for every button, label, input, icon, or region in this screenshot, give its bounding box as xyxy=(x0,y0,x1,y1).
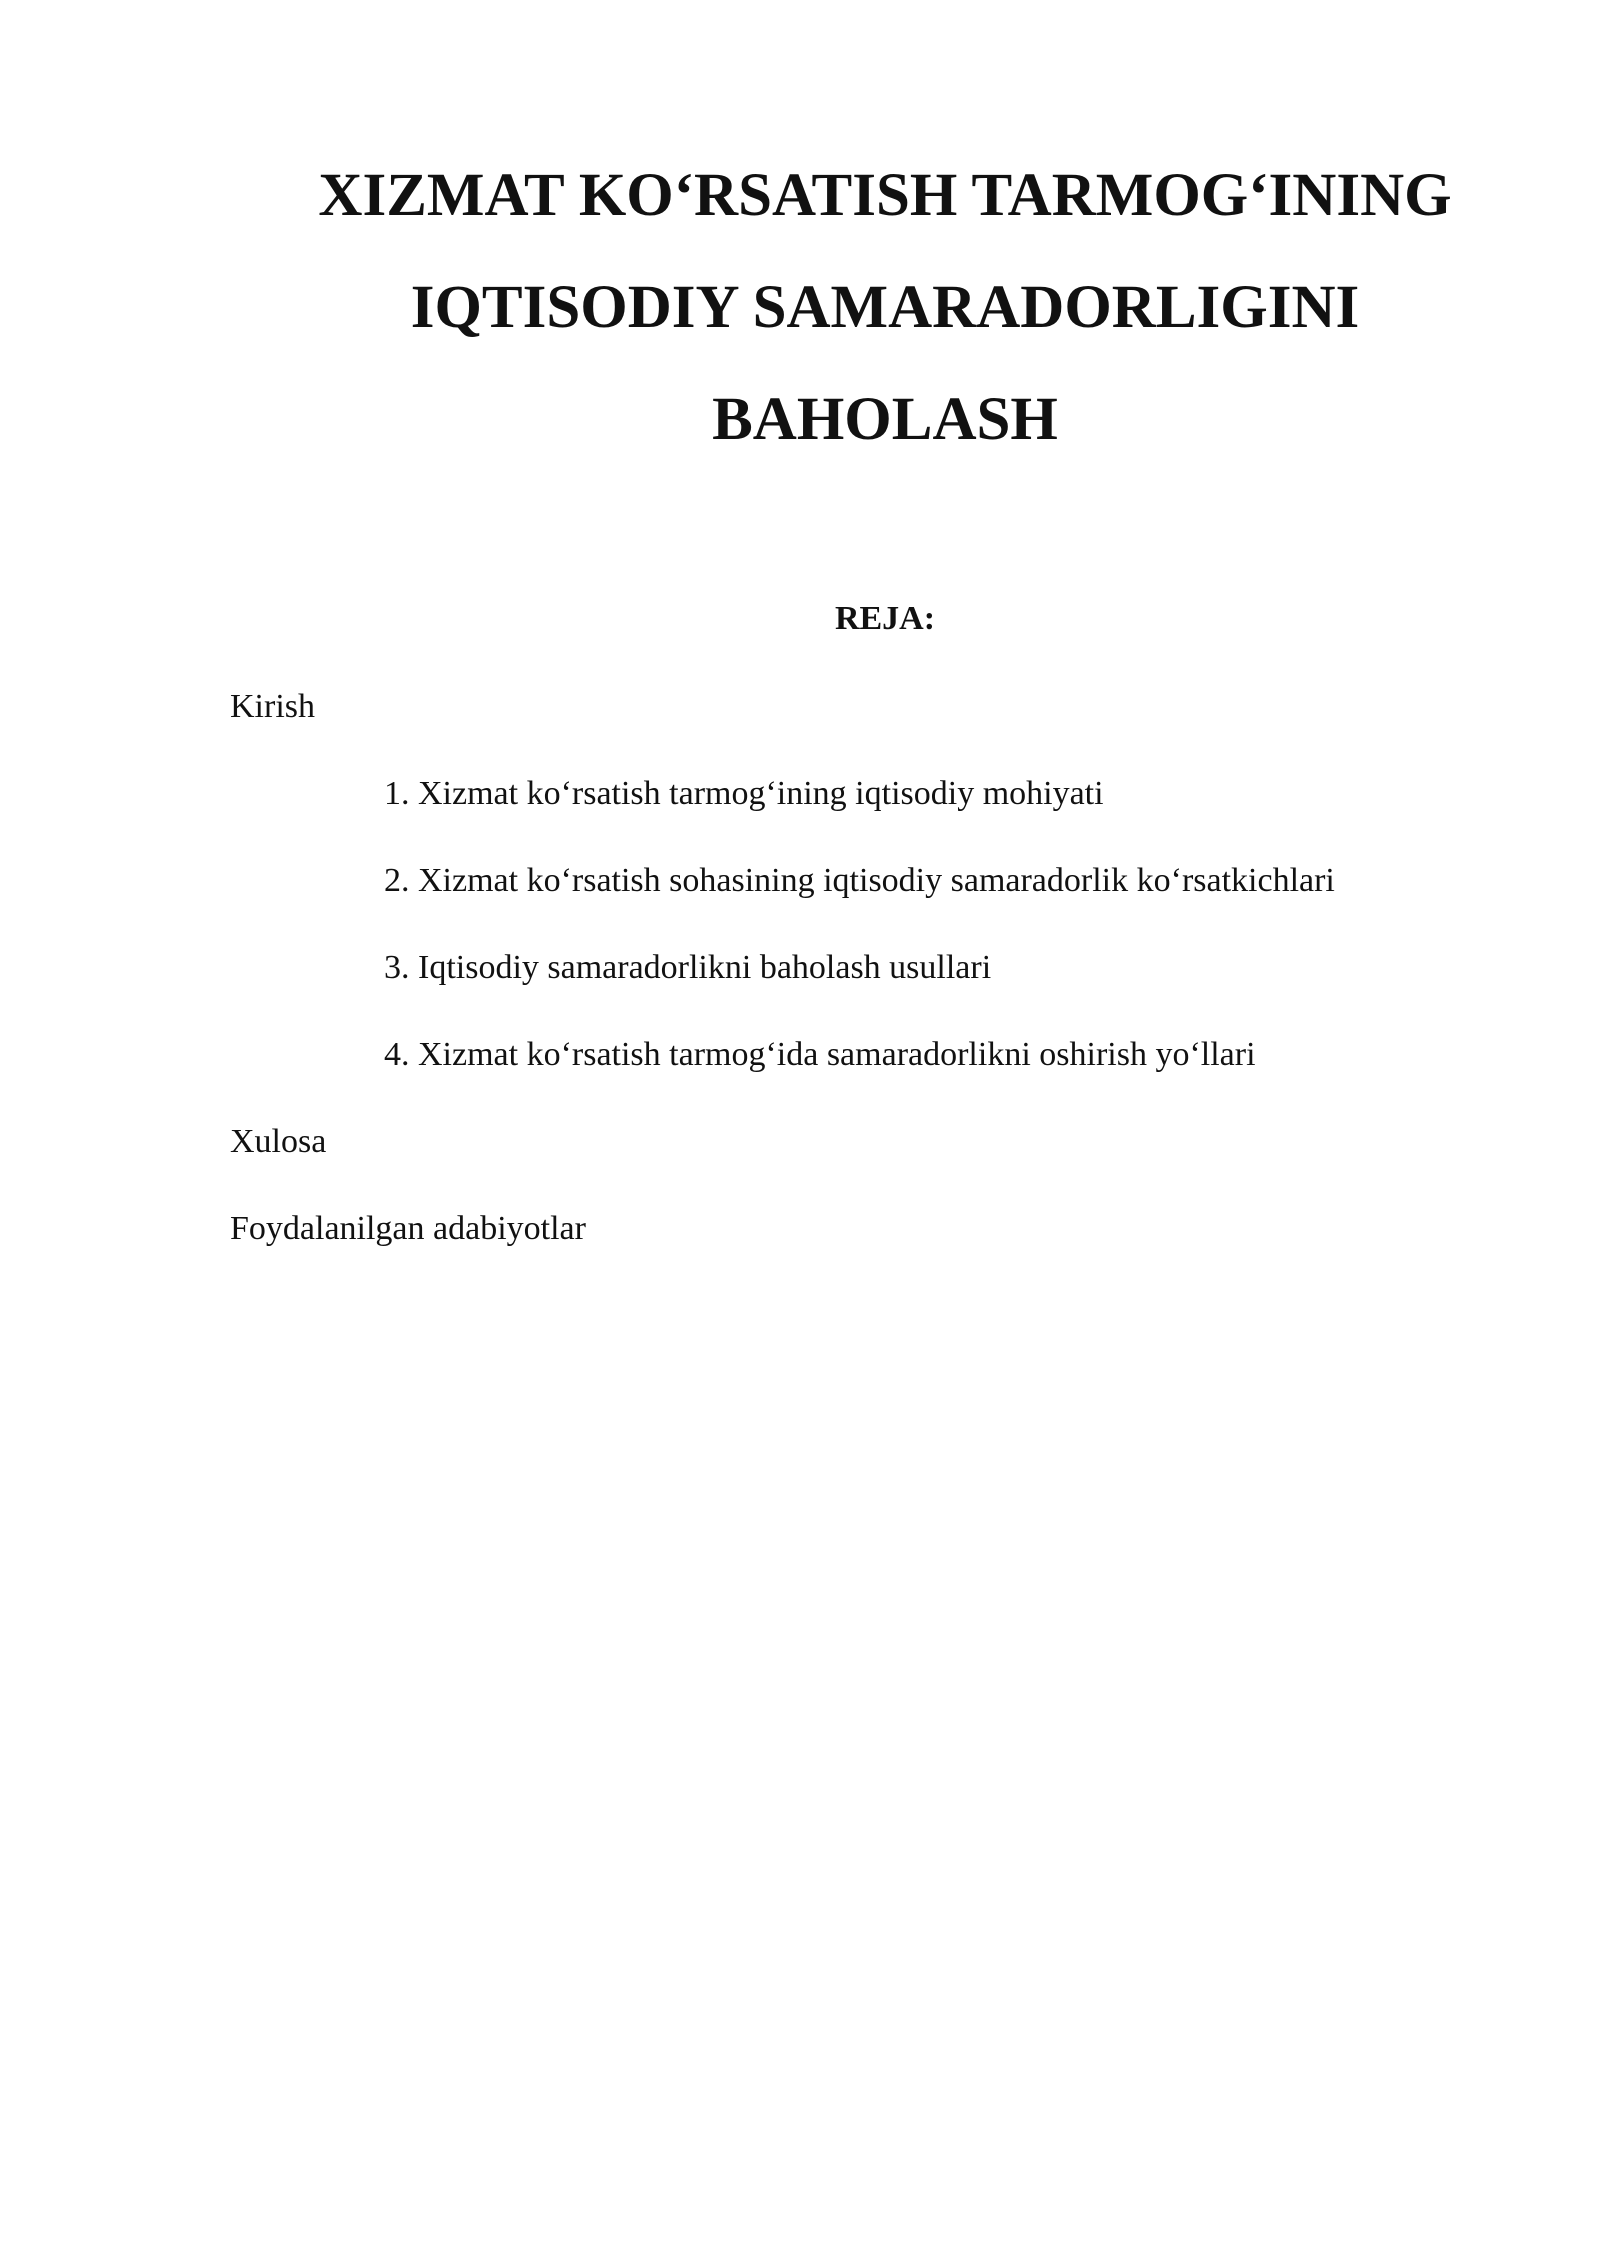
document-title xyxy=(230,140,1540,476)
plan-item-3: 3. Iqtisodiy samaradorlikni baholash usullari xyxy=(384,949,992,986)
conclusion-item: Xulosa xyxy=(230,1123,327,1160)
plan-item-1: 1. Xizmat ko‘rsatish tarmog‘ining iqtisodiy mohiyati xyxy=(384,775,1104,812)
title-line-2: IQTISODIY SAMARADORLIGINI xyxy=(410,274,1360,341)
plan-item-4: 4. Xizmat ko‘rsatish tarmog‘ida samaradorlikni oshirish yo‘llari xyxy=(384,1036,1256,1073)
references-item: Foydalanilgan adabiyotlar xyxy=(230,1210,586,1247)
plan-heading: REJA: xyxy=(834,600,936,637)
plan-item-2: 2. Xizmat ko‘rsatish sohasining iqtisodiy samaradorlik ko‘rsatkichlari xyxy=(384,862,1335,899)
title-line-1: XIZMAT KO‘RSATISH TARMOG‘INING xyxy=(318,162,1452,229)
title-line-3: BAHOLASH xyxy=(712,386,1058,453)
intro-item: Kirish xyxy=(230,688,315,725)
